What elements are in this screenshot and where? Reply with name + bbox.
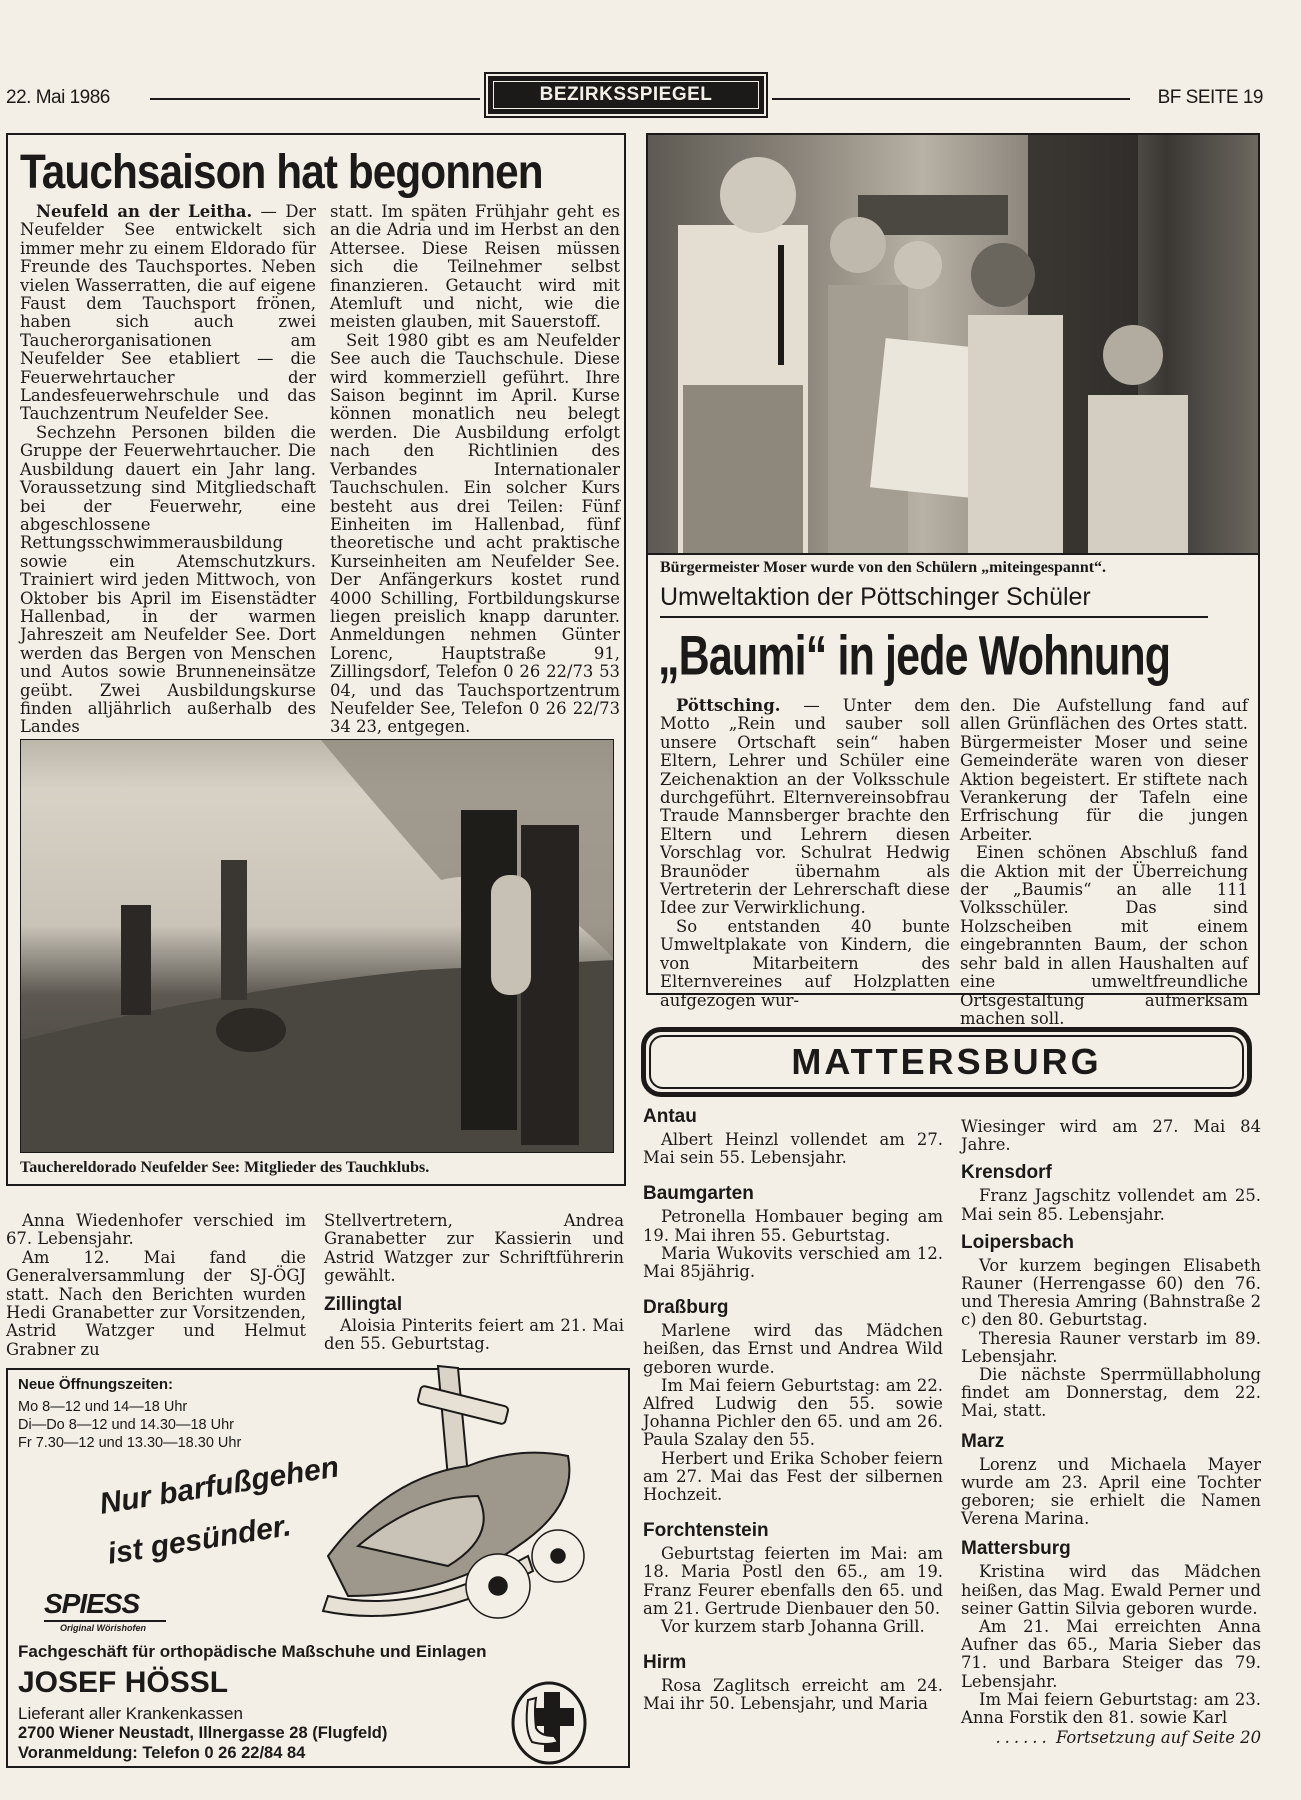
baumi-dateline: Pöttsching. xyxy=(676,696,781,715)
headline-baumi: „Baumi“ in jede Wohnung xyxy=(658,624,1171,687)
continued-column-1: Anna Wiedenhofer verschied im 67. Lebensjahr. Am 12. Mai fand die Generalversammlung der SJ-ÖGJ statt. Nach den Berichten wurden Hedi Granabetter zur Vorsitzenden, Astrid Watzger und Helmut Grabner zu xyxy=(6,1211,306,1359)
diving-photo-caption: Tauchereldorado Neufelder See: Mitglieder des Tauchklubs. xyxy=(20,1159,430,1176)
mayor-students-photo xyxy=(648,135,1258,553)
issue-date: 22. Mai 1986 xyxy=(6,87,110,108)
sandal-icon xyxy=(268,1356,598,1626)
locality-heading-baumgarten: Baumgarten xyxy=(643,1183,754,1205)
spiess-subtitle: Original Wörishofen xyxy=(60,1623,147,1633)
diving-column-2: statt. Im späten Frühjahr geht es an die Adria und im Herbst an den Attersee. Diese Reisen müssen sich die Teilnehmer selbst finanzieren. Getaucht wird mit Atemluft und nicht, wie die meisten glauben, mit Sauerstoff. Seit 1980 gibt es am Neufelder See auch die Tauchschule. Diese wird kommerziell geführt. Ihre Saison beginnt im April. Kurse können monatlich neu belegt werden. Die Ausbildung erfolgt nach den Richtlinien des Verbandes Internationaler Tauchschulen. Ein solcher Kurs besteht aus drei Teilen: Fünf Einheiten im Hallenbad, fünf theoretische und acht praktische Kurseinheiten am Neufelder See. Der Anfängerkurs kostet rund 4000 Schilling, Fortbildungskurse liegen preislich knapp darunter. Anmeldungen nehmen Günter Lorenc, Hauptstraße 91, Zillingsdorf, Telefon 0 26 22/73 53 04, und das Tauchsportzentrum Neufelder See, Telefon 0 26 22/73 34 23, entgegen. xyxy=(330,202,620,737)
baumi-photo-caption: Bürgermeister Moser wurde von den Schülern „miteingespannt“. xyxy=(660,559,1107,576)
baumi-column-1: Pöttsching. — Unter dem Motto „Rein und sauber soll unsere Ortschaft sein“ haben Eltern, Lehrer und Schüler eine Zeichenaktion an der Volksschule durchgeführt. Elternvereinsobfrau Traude Mannsberger brachte den Eltern und Lehrern diesen Vorschlag vor. Schulrat Hedwig Braunöder übernahm als Vertreterin der Lehrerschaft diese Idee zur Verwirklichung. So entstanden 40 bunte Umweltplakate von Kindern, die von Mitarbeitern des Elternvereines auf Holzplatten aufgezogen wur- xyxy=(660,696,950,1010)
section-badge xyxy=(488,76,764,114)
locality-heading-mattersburg: Mattersburg xyxy=(961,1538,1071,1560)
header-rule-left xyxy=(150,98,480,100)
ad-hours-title: Neue Öffnungszeiten: xyxy=(18,1376,174,1393)
ad-slogan-line2: ist gesünder. xyxy=(105,1509,294,1571)
orthopedic-foot-cross-logo-icon xyxy=(510,1680,588,1766)
ad-tagline: Fachgeschäft für orthopädische Maßschuhe und Einlagen xyxy=(18,1642,487,1661)
mattersburg-banner xyxy=(641,1027,1252,1097)
locality-heading-forchtenstein: Forchtenstein xyxy=(643,1520,769,1542)
ad-supplier: Lieferant aller Krankenkassen xyxy=(18,1704,243,1723)
page-number: BF SEITE 19 xyxy=(1157,87,1263,108)
header-rule-right xyxy=(772,98,1130,100)
continued-column-2: Stellvertretern, Andrea Granabetter zur Kassierin und Astrid Watzger zur Schriftführerin gewählt. Zillingtal Aloisia Pinterits feiert am 21. Mai den 55. Geburtstag. xyxy=(324,1211,624,1354)
kicker-rule xyxy=(660,616,1208,618)
divers-illustration xyxy=(21,740,614,1153)
article-baumi xyxy=(646,133,1260,1028)
spiess-rule xyxy=(44,1620,166,1622)
ad-phone: Voranmeldung: Telefon 0 26 22/84 84 xyxy=(18,1744,306,1762)
locality-heading-drassburg: Draßburg xyxy=(643,1297,729,1319)
baumi-kicker: Umweltaktion der Pöttschinger Schüler xyxy=(660,583,1091,611)
mayor-students-illustration xyxy=(648,135,1258,553)
dateline: Neufeld an der Leitha. xyxy=(36,202,253,221)
locality-heading-krensdorf: Krensdorf xyxy=(961,1162,1052,1184)
diving-photo xyxy=(20,739,614,1153)
headline-diving: Tauchsaison hat begonnen xyxy=(20,144,543,199)
article-diving xyxy=(6,133,626,1186)
photo-divider xyxy=(648,553,1258,555)
section-title: BEZIRKSSPIEGEL xyxy=(539,84,713,105)
locality-heading-loipersbach: Loipersbach xyxy=(961,1231,1074,1253)
ad-address: 2700 Wiener Neustadt, Illnergasse 28 (Flugfeld) xyxy=(18,1724,388,1742)
continuation-note: ...... Fortsetzung auf Seite 20 xyxy=(995,1728,1261,1748)
diving-column-1: Neufeld an der Leitha. — Der Neufelder See entwickelt sich immer mehr zu einem Eldorado für Freunde des Tauchsportes. Neben vielen Wasserratten, die auf eigene Faust dem Tauchsport frönen, haben sich auch zwei Taucherorganisationen am Neufelder See etabliert — die Feuerwehrtaucher der Landesfeuerwehrschule und das Tauchzentrum Neufelder See. Sechzehn Personen bilden die Gruppe der Feuerwehrtaucher. Die Ausbildung dauert ein Jahr lang. Voraussetzung sind Mitgliedschaft bei der Feuerwehr, eine abgeschlossene Rettungsschwimmerausbildung sowie ein Atemschutzkurs. Trainiert wird jeden Mittwoch, von Oktober bis April im Eisenstädter Hallenbad, in der warmen Jahreszeit am Neufelder See. Dort werden das Bergen von Menschen und Autos sowie Brunneneinsätze geübt. Zwei Ausbildungskurse finden alljährlich außerhalb des Landes xyxy=(20,202,316,737)
baumi-column-2: den. Die Aufstellung fand auf allen Grünflächen des Ortes statt. Bürgermeister Moser und seine Gemeinderäte waren von dieser Aktion begeistert. Er stiftete nach Verankerung der Tafeln eine Erfrischung für die jungen Arbeiter. Einen schönen Abschluß fand die Aktion mit der Überreichung der „Baumis“ an alle 111 Volksschüler. Das sind Holzscheiben mit einem eingebrannten Baum, der schon sehr bald in allen Haushalten auf eine umweltfreundliche Ortsgestaltung aufmerksam machen soll. xyxy=(960,696,1248,1028)
mattersburg-column-1: Antau Albert Heinzl vollendet am 27. Mai sein 55. Lebensjahr. Baumgarten Petronella Hombauer beging am 19. Mai ihren 55. Geburtstag. Maria Wukovits verschied am 12. Mai 85jährig. Draßburg Marlene wird das Mädchen heißen, das Ernst und Andrea Wild geboren wurde. Im Mai feiern Geburtstag: am 22. Alfred Ludwig den 55. sowie Johanna Pichler den 65. und am 26. Paula Szalay den 55. Herbert und Erika Schober feiern am 27. Mai das Fest der silbernen Hochzeit. Forchtenstein Geburtstag feierten im Mai: am 18. Maria Postl den 65., am 19. Franz Feurer ebenfalls den 65. und am 21. Gertrude Dienbauer den 50. Vor kurzem starb Johanna Grill. Hirm Rosa Zaglitsch erreicht am 24. Mai ihr 50. Lebensjahr, und Maria xyxy=(643,1106,943,1714)
zillingtal-text: Aloisia Pinterits feiert am 21. Mai den 55. Geburtstag. xyxy=(324,1316,624,1354)
ad-hours-list: Mo 8—12 und 14—18 Uhr Di—Do 8—12 und 14.30—18 Uhr Fr 7.30—12 und 13.30—18.30 Uhr xyxy=(18,1399,242,1451)
advertisement-hoessl xyxy=(6,1368,630,1768)
ad-slogan-line1: Nur barfußgehen xyxy=(97,1450,342,1521)
zillingtal-heading: Zillingtal xyxy=(324,1293,403,1315)
locality-heading-antau: Antau xyxy=(643,1106,697,1127)
spiess-logo: SPIESS xyxy=(44,1588,140,1619)
mattersburg-column-2: Wiesinger wird am 27. Mai 84 Jahre. Krensdorf Franz Jagschitz vollendet am 25. Mai sein 85. Lebensjahr. Loipersbach Vor kurzem begingen Elisabeth Rauner (Herrengasse 60) den 76. und Theresia Amring (Bahnstraße 2 c) den 80. Geburtstag. Theresia Rauner verstarb im 89. Lebensjahr. Die nächste Sperrmüllabholung findet am Donnerstag, dem 22. Mai, statt. Marz Lorenz und Michaela Mayer wurde am 23. April eine Tochter geboren; sie erhielt die Namen Verena Marina. Mattersburg Kristina wird das Mädchen heißen, das Mag. Ewald Perner und seiner Gattin Silvia geboren wurde. Am 21. Mai erreichten Anna Aufner das 65., Maria Sieber das 71. und Barbara Steiger das 79. Lebensjahr. Im Mai feiern Geburtstag: am 23. Anna Forstik den 81. sowie Karl ...... Fortsetzung auf Seite 20 xyxy=(961,1117,1261,1748)
locality-heading-marz: Marz xyxy=(961,1430,1005,1452)
mattersburg-banner-title: MATTERSBURG xyxy=(791,1041,1102,1082)
ad-company: JOSEF HÖSSL xyxy=(18,1666,229,1699)
locality-heading-hirm: Hirm xyxy=(643,1652,687,1674)
